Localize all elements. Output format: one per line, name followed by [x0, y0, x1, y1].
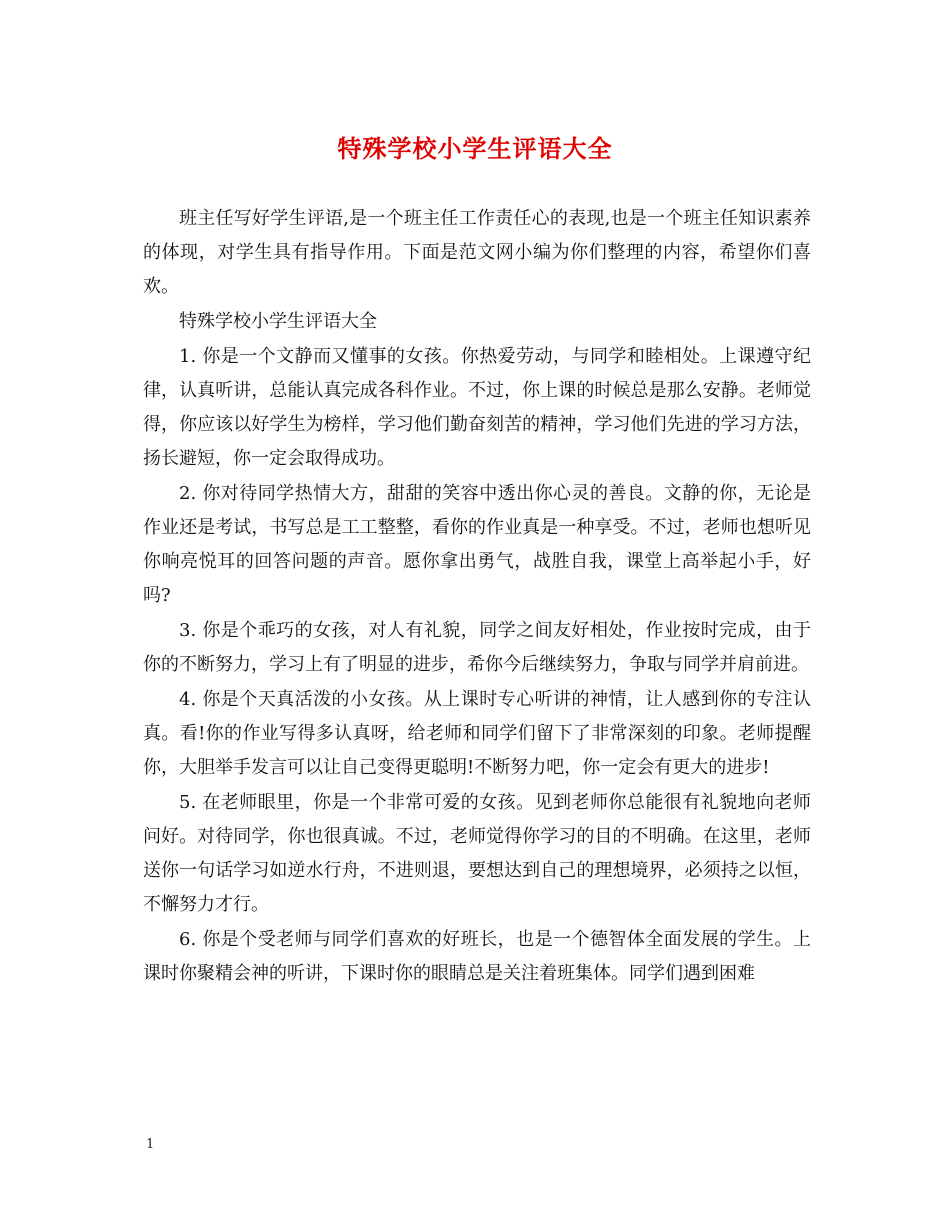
- comment-paragraph-6: 6. 你是个受老师与同学们喜欢的好班长，也是一个德智体全面发展的学生。上课时你聚精会神的听讲，下课时你的眼睛总是关注着班集体。同学们遇到困难: [143, 929, 811, 984]
- document-body: [143, 202, 811, 992]
- comment-paragraph-2: 2. 你对待同学热情大方，甜甜的笑容中透出你心灵的善良。文静的你，无论是作业还是考试，书写总是工工整整，看你的作业真是一种享受。不过，老师也想听见你响亮悦耳的回答问题的声音。愿你拿出勇气，战胜自我，课堂上高举起小手，好吗?: [143, 483, 811, 606]
- comment-paragraph-5: 5. 在老师眼里，你是一个非常可爱的女孩。见到老师你总能很有礼貌地向老师问好。对待同学，你也很真诚。不过，老师觉得你学习的目的不明确。在这里，老师送你一句话学习如逆水行舟，不进则退，要想达到自己的理想境界，必须持之以恒，不懈努力才行。: [143, 792, 811, 915]
- section-heading: 特殊学校小学生评语大全: [179, 311, 377, 332]
- comment-paragraph-4: 4. 你是个天真活泼的小女孩。从上课时专心听讲的神情，让人感到你的专注认真。看!你的作业写得多认真呀，给老师和同学们留下了非常深刻的印象。老师提醒你，大胆举手发言可以让自己变得更聪明!不断努力吧，你一定会有更大的进步!: [143, 689, 811, 778]
- document-title: 特殊学校小学生评语大全: [337, 134, 613, 163]
- comment-paragraph-3: 3. 你是个乖巧的女孩，对人有礼貌，同学之间友好相处，作业按时完成，由于你的不断努力，学习上有了明显的进步，希你今后继续努力，争取与同学并肩前进。: [143, 620, 811, 675]
- intro-paragraph: 班主任写好学生评语,是一个班主任工作责任心的表现,也是一个班主任知识素养的体现，对学生具有指导作用。下面是范文网小编为你们整理的内容，希望你们喜欢。: [143, 208, 811, 297]
- comment-paragraph-1: 1. 你是一个文静而又懂事的女孩。你热爱劳动，与同学和睦相处。上课遵守纪律，认真听讲，总能认真完成各科作业。不过，你上课的时候总是那么安静。老师觉得，你应该以好学生为榜样，学习他们勤奋刻苦的精神，学习他们先进的学习方法，扬长避短，你一定会取得成功。: [143, 346, 811, 469]
- page-number: 1: [146, 1137, 155, 1152]
